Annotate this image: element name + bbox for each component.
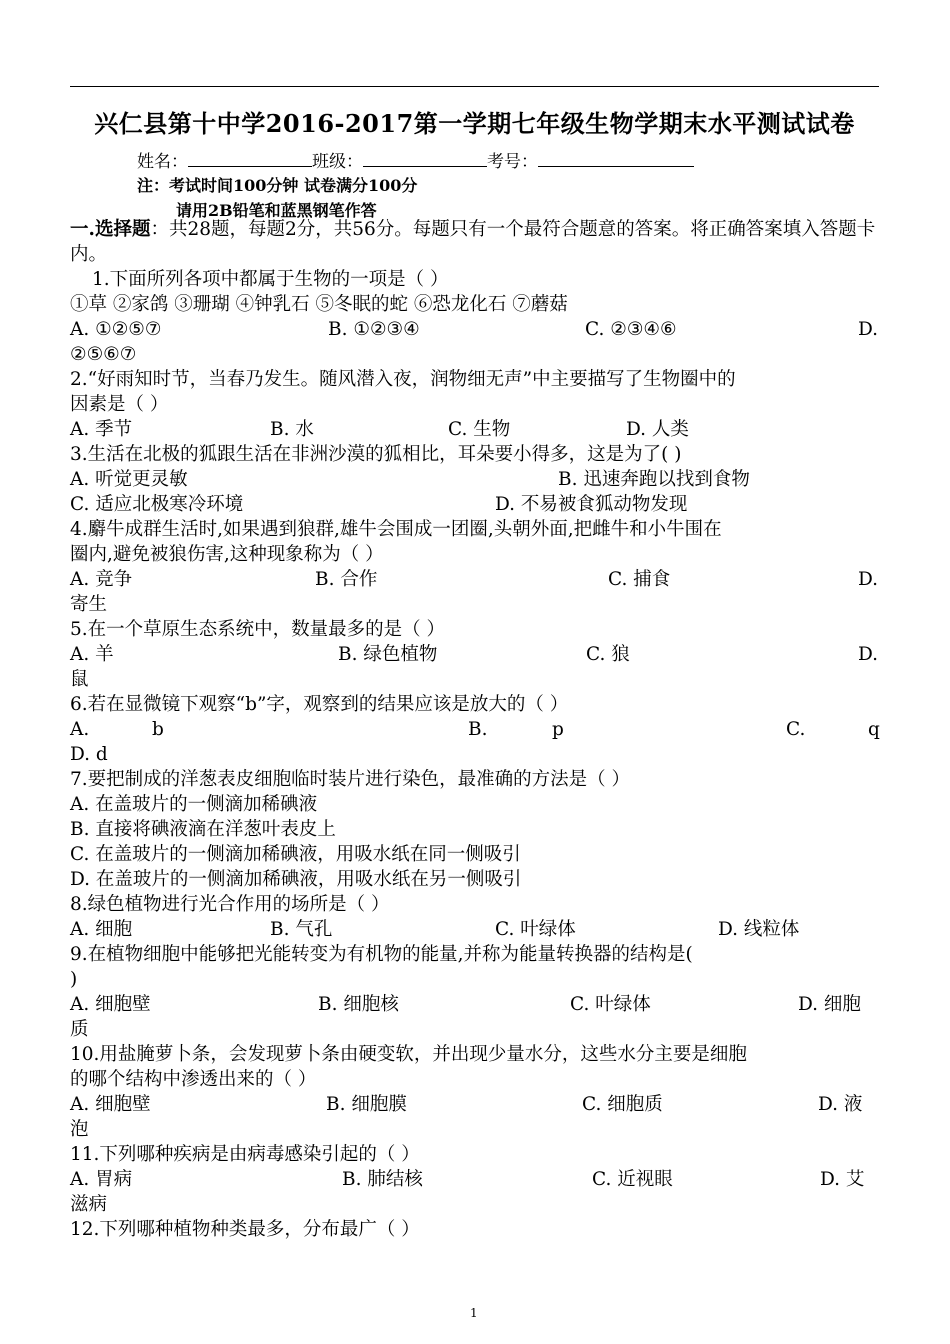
section-intro-text: ：共28题，每题2分，共56分。每题只有一个最符合题意的答案。将正确答案填入答题卡 xyxy=(150,219,876,240)
q1-option-d: D. xyxy=(858,319,879,340)
q2-stem-cont: 因素是（ ） xyxy=(70,394,169,415)
exam-content xyxy=(70,217,880,1242)
q9-stem: 9.在植物细胞中能够把光能转变为有机物的能量,并称为能量转换器的结构是( xyxy=(70,944,693,965)
class-blank xyxy=(363,149,487,167)
q4-options xyxy=(70,567,880,592)
q10-option-d: D. 液 xyxy=(818,1094,863,1115)
q4-option-b: B. 合作 xyxy=(315,569,378,590)
q5-option-a: A. 羊 xyxy=(70,644,114,665)
q3-option-a: A. 听觉更灵敏 xyxy=(70,469,188,490)
q4-option-d-cont: 寄生 xyxy=(70,594,108,615)
q8-stem: 8.绿色植物进行光合作用的场所是（ ） xyxy=(70,894,390,915)
q11-option-d-cont: 滋病 xyxy=(70,1194,108,1215)
q1-option-a: A. ①②⑤⑦ xyxy=(70,319,162,340)
q6-option-c: C. xyxy=(786,719,806,740)
q9-option-c: C. 叶绿体 xyxy=(570,994,651,1015)
q3-option-b: B. 迅速奔跑以找到食物 xyxy=(558,469,750,490)
q6-option-b-value: p xyxy=(552,719,564,740)
q5-option-b: B. 绿色植物 xyxy=(338,644,438,665)
q2-options xyxy=(70,417,880,442)
q3-option-c: C. 适应北极寒冷环境 xyxy=(70,494,244,515)
q3-stem: 3.生活在北极的狐跟生活在非洲沙漠的狐相比，耳朵要小得多，这是为了( ) xyxy=(70,444,682,465)
q10-option-d-cont: 泡 xyxy=(70,1119,89,1140)
q12-stem: 12.下列哪种植物种类最多，分布最广（ ） xyxy=(70,1219,420,1240)
q10-option-a: A. 细胞壁 xyxy=(70,1094,151,1115)
q1-option-c: C. ②③④⑥ xyxy=(585,319,677,340)
q4-stem-cont: 圈内,避免被狼伤害,这种现象称为（ ） xyxy=(70,544,384,565)
q2-stem: 2.“好雨知时节，当春乃发生。随风潜入夜，润物细无声”中主要描写了生物圈中的 xyxy=(70,369,736,390)
q2-option-c: C. 生物 xyxy=(448,419,511,440)
section-intro-cont: 内。 xyxy=(70,244,108,265)
q4-option-d: D. xyxy=(858,569,879,590)
q1-option-b: B. ①②③④ xyxy=(328,319,420,340)
exam-note-pen: 请用2B铅笔和蓝黑钢笔作答 xyxy=(176,201,377,220)
q1-items: ①草 ②家鸽 ③珊瑚 ④钟乳石 ⑤冬眠的蛇 ⑥恐龙化石 ⑦蘑菇 xyxy=(70,294,568,315)
q9-option-d: D. 细胞 xyxy=(798,994,861,1015)
header-rule xyxy=(70,86,879,87)
section-title: 一.选择题 xyxy=(70,219,151,240)
q4-option-a: A. 竞争 xyxy=(70,569,133,590)
q7-option-d: D. 在盖玻片的一侧滴加稀碘液，用吸水纸在另一侧吸引 xyxy=(70,869,522,890)
q6-options xyxy=(70,717,880,742)
name-label: 姓名： xyxy=(137,152,188,172)
q9-option-d-cont: 质 xyxy=(70,1019,89,1040)
q7-stem: 7.要把制成的洋葱表皮细胞临时装片进行染色，最准确的方法是（ ） xyxy=(70,769,631,790)
q6-option-d: D. d xyxy=(70,744,108,765)
q7-option-a: A. 在盖玻片的一侧滴加稀碘液 xyxy=(70,794,318,815)
q6-stem: 6.若在显微镜下观察“b”字，观察到的结果应该是放大的（ ） xyxy=(70,694,569,715)
q3-options-cd xyxy=(70,492,880,517)
q9-stem-cont: ) xyxy=(70,969,78,990)
q3-option-d: D. 不易被食狐动物发现 xyxy=(495,494,688,515)
q9-option-a: A. 细胞壁 xyxy=(70,994,151,1015)
q5-option-c: C. 狼 xyxy=(586,644,630,665)
q5-stem: 5.在一个草原生态系统中，数量最多的是（ ） xyxy=(70,619,446,640)
exam-note-time: 注：考试时间100分钟 试卷满分100分 xyxy=(137,176,418,195)
q1-option-d-cont: ②⑤⑥⑦ xyxy=(70,344,137,365)
q11-options xyxy=(70,1167,880,1192)
q11-option-a: A. 胃病 xyxy=(70,1169,133,1190)
q11-option-d: D. 艾 xyxy=(820,1169,865,1190)
section-intro xyxy=(70,217,880,242)
q6-option-a-value: b xyxy=(152,719,164,740)
number-blank xyxy=(538,149,694,167)
q3-options-ab xyxy=(70,467,880,492)
q10-option-b: B. 细胞膜 xyxy=(326,1094,407,1115)
number-label: 考号： xyxy=(487,152,538,172)
exam-title: 兴仁县第十中学2016-2017第一学期七年级生物学期末水平测试试卷 xyxy=(94,109,855,138)
q10-stem: 10.用盐腌萝卜条，会发现萝卜条由硬变软，并出现少量水分，这些水分主要是细胞 xyxy=(70,1044,747,1065)
q1-stem: 1.下面所列各项中都属于生物的一项是（ ） xyxy=(92,269,449,290)
q10-options xyxy=(70,1092,880,1117)
name-blank xyxy=(188,149,312,167)
q2-option-b: B. 水 xyxy=(270,419,314,440)
q6-option-c-value: q xyxy=(868,719,880,740)
q8-option-b: B. 气孔 xyxy=(270,919,333,940)
q5-options xyxy=(70,642,880,667)
q8-options xyxy=(70,917,880,942)
q7-option-b: B. 直接将碘液滴在洋葱叶表皮上 xyxy=(70,819,336,840)
q7-option-c: C. 在盖玻片的一侧滴加稀碘液，用吸水纸在同一侧吸引 xyxy=(70,844,521,865)
q8-option-a: A. 细胞 xyxy=(70,919,133,940)
class-label: 班级： xyxy=(312,152,363,172)
q4-stem: 4.麝牛成群生活时,如果遇到狼群,雄牛会围成一团圈,头朝外面,把雌牛和小牛围在 xyxy=(70,519,722,540)
q2-option-d: D. 人类 xyxy=(626,419,689,440)
q9-option-b: B. 细胞核 xyxy=(318,994,399,1015)
q11-option-c: C. 近视眼 xyxy=(592,1169,673,1190)
q5-option-d: D. xyxy=(858,644,879,665)
q6-option-a: A. xyxy=(70,719,90,740)
q2-option-a: A. 季节 xyxy=(70,419,133,440)
q11-option-b: B. 肺结核 xyxy=(342,1169,423,1190)
student-info-line xyxy=(137,147,694,172)
q4-option-c: C. 捕食 xyxy=(608,569,671,590)
q10-option-c: C. 细胞质 xyxy=(582,1094,663,1115)
q8-option-c: C. 叶绿体 xyxy=(495,919,576,940)
q11-stem: 11.下列哪种疾病是由病毒感染引起的（ ） xyxy=(70,1144,420,1165)
q9-options xyxy=(70,992,880,1017)
page-number: 1 xyxy=(470,1306,478,1320)
q10-stem-cont: 的哪个结构中渗透出来的（ ） xyxy=(70,1069,317,1090)
q5-option-d-cont: 鼠 xyxy=(70,669,89,690)
q1-options xyxy=(70,317,880,342)
q6-option-b: B. xyxy=(468,719,488,740)
q8-option-d: D. 线粒体 xyxy=(718,919,800,940)
